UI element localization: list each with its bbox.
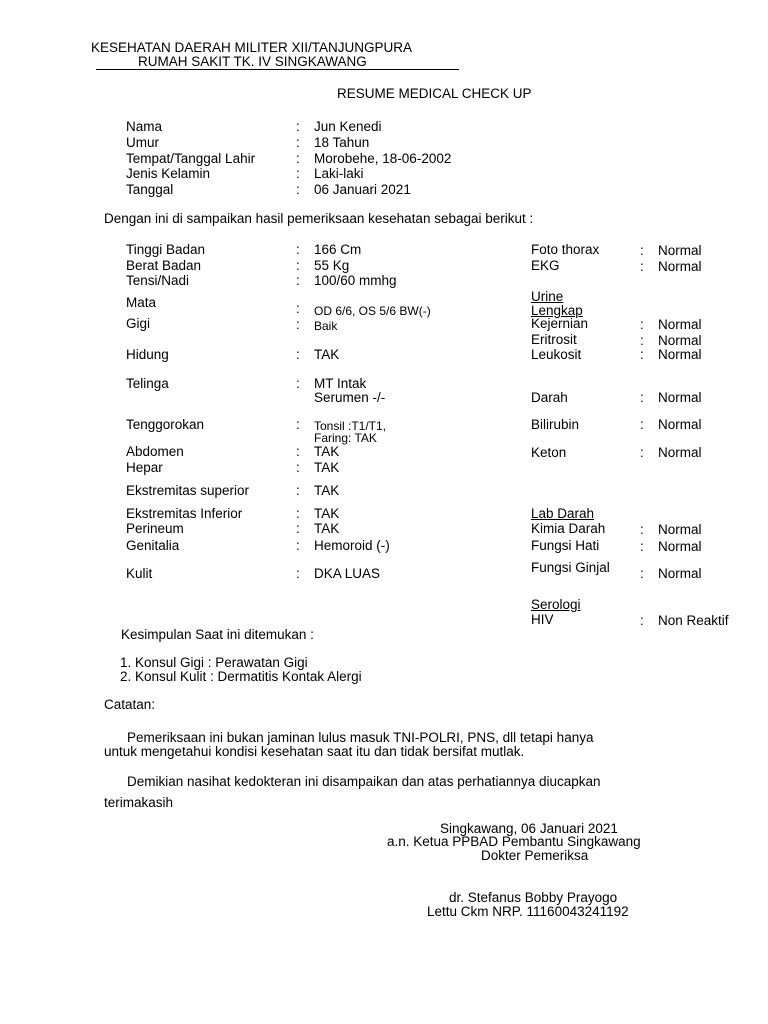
colon: : bbox=[640, 243, 644, 258]
header-line-2: RUMAH SAKIT TK. IV SINGKAWANG bbox=[138, 54, 367, 69]
abdomen-value: TAK bbox=[314, 444, 340, 459]
conclusion-item-1: 1. Konsul Gigi : Perawatan Gigi bbox=[120, 655, 308, 670]
date-value: 06 Januari 2021 bbox=[314, 182, 411, 197]
ketone-label: Keton bbox=[531, 445, 567, 460]
colon: : bbox=[296, 258, 300, 273]
intro-text: Dengan ini di sampaikan hasil pemeriksaan kesehatan sebagai berikut : bbox=[104, 211, 534, 226]
doctor-name: dr. Stefanus Bobby Prayogo bbox=[449, 890, 618, 905]
blood-chemistry-label: Kimia Darah bbox=[531, 521, 606, 536]
age-label: Umur bbox=[126, 135, 159, 150]
bilirubin-label: Bilirubin bbox=[531, 417, 580, 432]
colon: : bbox=[640, 390, 644, 405]
perineum-value: TAK bbox=[314, 521, 340, 536]
signature-place-date: Singkawang, 06 Januari 2021 bbox=[440, 821, 618, 836]
urine-heading-2: Lengkap bbox=[531, 303, 583, 318]
erythrocyte-value: Normal bbox=[658, 333, 702, 348]
abdomen-label: Abdomen bbox=[126, 444, 184, 459]
conclusion-heading: Kesimpulan Saat ini ditemukan : bbox=[121, 627, 314, 642]
upper-extremity-value: TAK bbox=[314, 483, 340, 498]
genital-value: Hemoroid (-) bbox=[314, 538, 390, 553]
notes-paragraph-2-line-2: terimakasih bbox=[104, 795, 174, 810]
signature-on-behalf: a.n. Ketua PPBAD Pembantu Singkawang bbox=[387, 834, 641, 849]
blood-chemistry-value: Normal bbox=[658, 522, 702, 537]
colon: : bbox=[296, 347, 300, 362]
sex-label: Jenis Kelamin bbox=[126, 166, 211, 181]
sex-value: Laki-laki bbox=[314, 166, 364, 181]
clarity-label: Kejernian bbox=[531, 316, 589, 331]
upper-extremity-label: Ekstremitas superior bbox=[126, 483, 250, 498]
conclusion-item-2: 2. Konsul Kulit : Dermatitis Kontak Alergi bbox=[120, 669, 362, 684]
nose-label: Hidung bbox=[126, 347, 169, 362]
colon: : bbox=[296, 182, 300, 197]
kidney-function-label: Fungsi Ginjal bbox=[531, 560, 610, 575]
colon: : bbox=[640, 613, 644, 628]
blood-value: Normal bbox=[658, 390, 702, 405]
colon: : bbox=[296, 317, 300, 332]
colon: : bbox=[640, 566, 644, 581]
bp-label: Tensi/Nadi bbox=[126, 273, 190, 288]
xray-value: Normal bbox=[658, 243, 702, 258]
colon: : bbox=[296, 460, 300, 475]
teeth-label: Gigi bbox=[126, 316, 151, 331]
teeth-value: Baik bbox=[314, 319, 338, 333]
eye-label: Mata bbox=[126, 295, 157, 310]
bilirubin-value: Normal bbox=[658, 417, 702, 432]
ear-label: Telinga bbox=[126, 376, 169, 391]
notes-heading: Catatan: bbox=[104, 697, 156, 712]
hiv-value: Non Reaktif bbox=[658, 613, 729, 628]
colon: : bbox=[640, 522, 644, 537]
liver-function-value: Normal bbox=[658, 539, 702, 554]
colon: : bbox=[296, 301, 300, 316]
skin-value: DKA LUAS bbox=[314, 566, 381, 581]
lab-blood-heading: Lab Darah bbox=[531, 506, 595, 521]
ear-value-1: MT Intak bbox=[314, 376, 367, 391]
birth-label: Tempat/Tanggal Lahir bbox=[126, 151, 256, 166]
lower-extremity-value: TAK bbox=[314, 506, 340, 521]
colon: : bbox=[296, 135, 300, 150]
kidney-function-value: Normal bbox=[658, 566, 702, 581]
colon: : bbox=[296, 242, 300, 257]
colon: : bbox=[640, 539, 644, 554]
signature-role: Dokter Pemeriksa bbox=[481, 848, 589, 863]
colon: : bbox=[296, 506, 300, 521]
doctor-rank-nrp: Lettu Ckm NRP. 11160043241192 bbox=[427, 904, 629, 919]
weight-value: 55 Kg bbox=[314, 258, 350, 273]
liver-label: Hepar bbox=[126, 460, 163, 475]
nose-value: TAK bbox=[314, 347, 340, 362]
notes-paragraph-1-line-2: untuk mengetahui kondisi kesehatan saat itu dan tidak bersifat mutlak. bbox=[104, 744, 525, 759]
xray-label: Foto thorax bbox=[531, 242, 600, 257]
ear-value-2: Serumen -/- bbox=[314, 390, 386, 405]
colon: : bbox=[296, 521, 300, 536]
colon: : bbox=[640, 417, 644, 432]
throat-value-1: Tonsil :T1/T1, bbox=[314, 419, 387, 433]
ketone-value: Normal bbox=[658, 445, 702, 460]
colon: : bbox=[640, 333, 644, 348]
ekg-value: Normal bbox=[658, 259, 702, 274]
colon: : bbox=[640, 445, 644, 460]
colon: : bbox=[296, 119, 300, 134]
colon: : bbox=[296, 566, 300, 581]
colon: : bbox=[296, 273, 300, 288]
notes-paragraph-2-line-1: Demikian nasihat kedokteran ini disampaikan dan atas perhatiannya diucapkan bbox=[127, 774, 601, 789]
weight-label: Berat Badan bbox=[126, 258, 202, 273]
perineum-label: Perineum bbox=[126, 521, 184, 536]
height-label: Tinggi Badan bbox=[126, 242, 206, 257]
colon: : bbox=[296, 417, 300, 432]
liver-value: TAK bbox=[314, 460, 340, 475]
colon: : bbox=[296, 538, 300, 553]
bp-value: 100/60 mmhg bbox=[314, 273, 397, 288]
colon: : bbox=[640, 317, 644, 332]
header-line-1: KESEHATAN DAERAH MILITER XII/TANJUNGPURA bbox=[91, 40, 413, 55]
throat-value-2: Faring: TAK bbox=[314, 431, 377, 445]
erythrocyte-label: Eritrosit bbox=[531, 332, 577, 347]
skin-label: Kulit bbox=[126, 566, 153, 581]
clarity-value: Normal bbox=[658, 317, 702, 332]
genital-label: Genitalia bbox=[126, 538, 180, 553]
name-label: Nama bbox=[126, 119, 163, 134]
eye-value: OD 6/6, OS 5/6 BW(-) bbox=[314, 304, 431, 318]
throat-label: Tenggorokan bbox=[126, 417, 205, 432]
lower-extremity-label: Ekstremitas Inferior bbox=[126, 506, 243, 521]
colon: : bbox=[640, 347, 644, 362]
notes-paragraph-1-line-1: Pemeriksaan ini bukan jaminan lulus masuk TNI-POLRI, PNS, dll tetapi hanya bbox=[127, 730, 594, 745]
height-value: 166 Cm bbox=[314, 242, 362, 257]
blood-label: Darah bbox=[531, 390, 568, 405]
leukocyte-label: Leukosit bbox=[531, 347, 582, 362]
colon: : bbox=[296, 166, 300, 181]
colon: : bbox=[296, 444, 300, 459]
header-underline bbox=[96, 69, 459, 70]
liver-function-label: Fungsi Hati bbox=[531, 538, 600, 553]
page-title: RESUME MEDICAL CHECK UP bbox=[337, 86, 532, 101]
serology-heading: Serologi bbox=[531, 597, 581, 612]
ekg-label: EKG bbox=[531, 258, 560, 273]
colon: : bbox=[640, 259, 644, 274]
colon: : bbox=[296, 151, 300, 166]
hiv-label: HIV bbox=[531, 612, 554, 627]
colon: : bbox=[296, 376, 300, 391]
age-value: 18 Tahun bbox=[314, 135, 370, 150]
birth-value: Morobehe, 18-06-2002 bbox=[314, 151, 452, 166]
name-value: Jun Kenedi bbox=[314, 119, 382, 134]
date-label: Tanggal bbox=[126, 182, 174, 197]
leukocyte-value: Normal bbox=[658, 347, 702, 362]
urine-heading-1: Urine bbox=[531, 289, 564, 304]
colon: : bbox=[296, 483, 300, 498]
